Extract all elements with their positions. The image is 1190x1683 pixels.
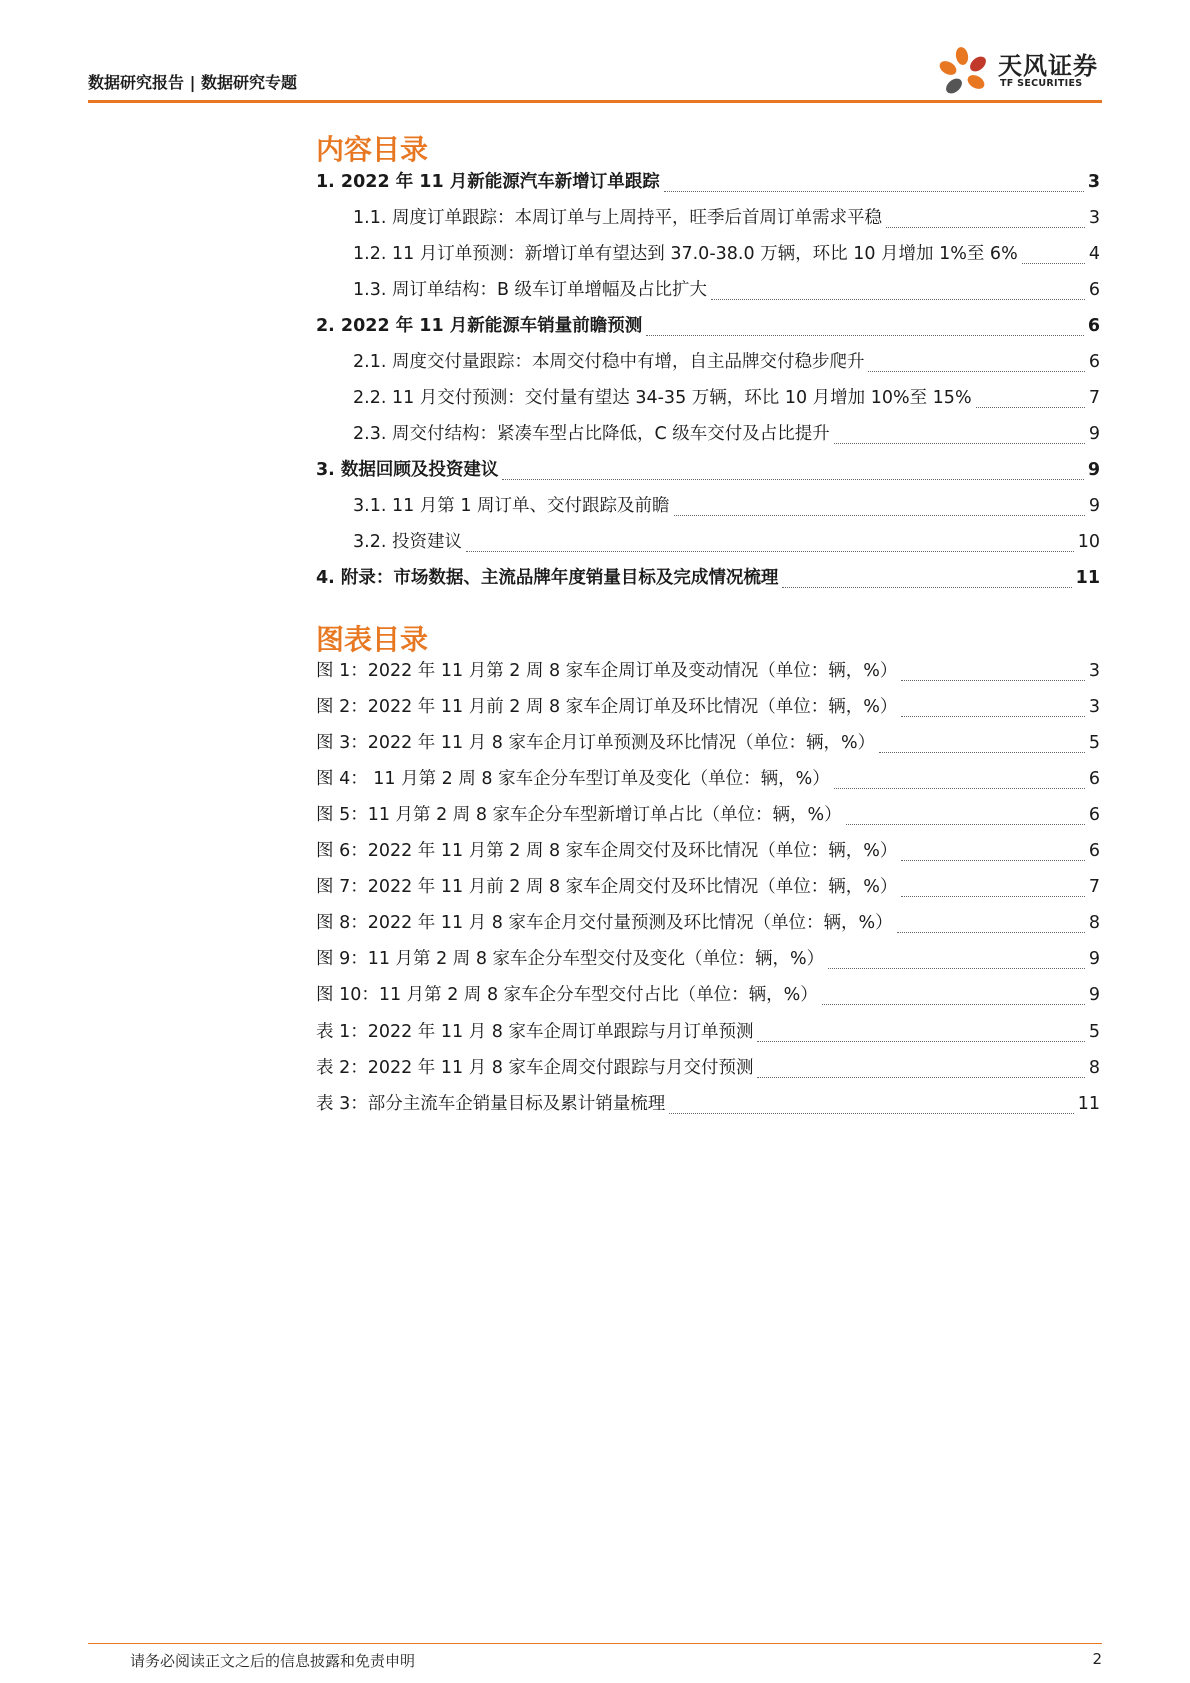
logo-name: 天风证券: [998, 52, 1098, 80]
dot-leader: [976, 407, 1085, 408]
toc-entry-page: 9: [1088, 424, 1100, 444]
toc-entry[interactable]: [316, 420, 1100, 456]
figure-entry-label: 图 7：2022 年 11 月前 2 周 8 家车企周交付及环比情况（单位：辆，%）: [316, 877, 898, 897]
toc-entry-label: 1.1. 周度订单跟踪：本周订单与上周持平，旺季后首周订单需求平稳: [353, 208, 882, 228]
toc-entry-page: 9: [1088, 496, 1100, 516]
figure-entry-label: 图 5：11 月第 2 周 8 家车企分车型新增订单占比（单位：辆，%）: [316, 805, 842, 825]
figure-entry[interactable]: [316, 801, 1100, 837]
figure-entry[interactable]: [316, 873, 1100, 909]
table-entry-label: 表 2：2022 年 11 月 8 家车企周交付跟踪与月交付预测: [316, 1058, 754, 1078]
dot-leader: [822, 1004, 1085, 1005]
toc-entry-page: 9: [1087, 460, 1100, 480]
toc-entry[interactable]: [316, 204, 1100, 240]
toc-title: 内容目录: [316, 133, 429, 166]
figure-entry-page: 6: [1088, 805, 1100, 825]
toc-entry-label: 3.1. 11 月第 1 周订单、交付跟踪及前瞻: [353, 496, 670, 516]
table-list: [316, 1018, 1100, 1126]
toc-entry[interactable]: [316, 456, 1100, 492]
toc-entry[interactable]: [316, 168, 1100, 204]
report-category: 数据研究报告 | 数据研究专题: [88, 73, 297, 92]
table-entry-label: 表 3：部分主流车企销量目标及累计销量梳理: [316, 1094, 666, 1114]
flower-logo-icon: [936, 44, 996, 100]
toc-entry-label: 3. 数据回顾及投资建议: [316, 460, 499, 480]
figure-entry-page: 5: [1088, 733, 1100, 753]
toc-entry-page: 4: [1088, 244, 1100, 264]
figure-entry-label: 图 4： 11 月第 2 周 8 家车企分车型订单及变化（单位：辆，%）: [316, 769, 830, 789]
dot-leader: [868, 371, 1084, 372]
figure-entry[interactable]: [316, 945, 1100, 981]
toc-entry-page: 7: [1088, 388, 1100, 408]
toc-entry-label: 2.1. 周度交付量跟踪：本周交付稳中有增，自主品牌交付稳步爬升: [353, 352, 865, 372]
figure-entry-page: 6: [1088, 841, 1100, 861]
dot-leader: [782, 587, 1071, 588]
toc-entry-page: 10: [1077, 532, 1100, 552]
figure-entry-label: 图 6：2022 年 11 月第 2 周 8 家车企周交付及环比情况（单位：辆，%）: [316, 841, 898, 861]
figure-entry-label: 图 9：11 月第 2 周 8 家车企分车型交付及变化（单位：辆，%）: [316, 949, 825, 969]
figure-entry-label: 图 1：2022 年 11 月第 2 周 8 家车企周订单及变动情况（单位：辆，%）: [316, 661, 898, 681]
dot-leader: [897, 932, 1085, 933]
figure-entry-page: 3: [1088, 697, 1100, 717]
figure-entry[interactable]: [316, 729, 1100, 765]
dot-leader: [757, 1077, 1084, 1078]
toc-entry[interactable]: [316, 312, 1100, 348]
toc-entry-label: 1.3. 周订单结构：B 级车订单增幅及占比扩大: [353, 280, 708, 300]
dot-leader: [466, 551, 1074, 552]
figure-entry[interactable]: [316, 765, 1100, 801]
figure-entry-label: 图 8：2022 年 11 月 8 家车企月交付量预测及环比情况（单位：辆，%）: [316, 913, 893, 933]
figure-entry-page: 6: [1088, 769, 1100, 789]
table-entry[interactable]: [316, 1018, 1100, 1054]
logo-subtitle: TF SECURITIES: [1000, 78, 1083, 89]
table-entry-label: 表 1：2022 年 11 月 8 家车企周订单跟踪与月订单预测: [316, 1022, 754, 1042]
toc-entry-label: 1. 2022 年 11 月新能源汽车新增订单跟踪: [316, 172, 660, 192]
dot-leader: [901, 896, 1085, 897]
dot-leader: [879, 752, 1085, 753]
dot-leader: [711, 299, 1085, 300]
figure-entry[interactable]: [316, 657, 1100, 693]
toc-entry-label: 3.2. 投资建议: [353, 532, 462, 552]
toc-entry-page: 6: [1088, 352, 1100, 372]
table-entry-page: 11: [1077, 1094, 1100, 1114]
figure-entry-label: 图 3：2022 年 11 月 8 家车企月订单预测及环比情况（单位：辆，%）: [316, 733, 876, 753]
toc-entry-label: 2. 2022 年 11 月新能源车销量前瞻预测: [316, 316, 643, 336]
toc-entry-page: 3: [1087, 172, 1100, 192]
toc-list: [316, 168, 1100, 600]
dot-leader: [901, 680, 1085, 681]
toc-entry-page: 6: [1087, 316, 1100, 336]
dot-leader: [646, 335, 1084, 336]
toc-entry-page: 6: [1088, 280, 1100, 300]
dot-leader: [757, 1041, 1084, 1042]
toc-entry[interactable]: [316, 492, 1100, 528]
dot-leader: [901, 716, 1085, 717]
dot-leader: [834, 443, 1085, 444]
figure-entry-label: 图 10：11 月第 2 周 8 家车企分车型交付占比（单位：辆，%）: [316, 985, 818, 1005]
dot-leader: [901, 860, 1085, 861]
figure-entry-page: 3: [1088, 661, 1100, 681]
figure-entry[interactable]: [316, 693, 1100, 729]
toc-entry-label: 1.2. 11 月订单预测：新增订单有望达到 37.0-38.0 万辆，环比 10 月增加 1%至 6%: [353, 244, 1018, 264]
toc-entry[interactable]: [316, 564, 1100, 600]
figure-list-title: 图表目录: [316, 623, 429, 656]
toc-entry-label: 2.2. 11 月交付预测：交付量有望达 34-35 万辆，环比 10 月增加 10%至 15%: [353, 388, 972, 408]
figure-entry[interactable]: [316, 981, 1100, 1017]
toc-entry[interactable]: [316, 528, 1100, 564]
company-logo: [936, 44, 1102, 100]
table-entry-page: 8: [1088, 1058, 1100, 1078]
toc-entry-page: 3: [1088, 208, 1100, 228]
footer-divider: [88, 1643, 1102, 1644]
figure-entry-page: 8: [1088, 913, 1100, 933]
figure-entry[interactable]: [316, 837, 1100, 873]
figure-entry-page: 7: [1088, 877, 1100, 897]
figure-entry[interactable]: [316, 909, 1100, 945]
footer-disclaimer: 请务必阅读正文之后的信息披露和免责申明: [130, 1652, 416, 1670]
toc-entry[interactable]: [316, 240, 1100, 276]
table-entry[interactable]: [316, 1090, 1100, 1126]
dot-leader: [846, 824, 1085, 825]
dot-leader: [674, 515, 1085, 516]
header-divider: [88, 100, 1102, 103]
table-entry-page: 5: [1088, 1022, 1100, 1042]
toc-entry-label: 4. 附录：市场数据、主流品牌年度销量目标及完成情况梳理: [316, 568, 779, 588]
toc-entry[interactable]: [316, 384, 1100, 420]
table-entry[interactable]: [316, 1054, 1100, 1090]
toc-entry[interactable]: [316, 348, 1100, 384]
dot-leader: [664, 191, 1084, 192]
toc-entry-page: 11: [1075, 568, 1100, 588]
dot-leader: [502, 479, 1083, 480]
figure-entry-label: 图 2：2022 年 11 月前 2 周 8 家车企周订单及环比情况（单位：辆，%）: [316, 697, 898, 717]
figure-list: [316, 657, 1100, 1017]
figure-entry-page: 9: [1088, 949, 1100, 969]
figure-entry-page: 9: [1088, 985, 1100, 1005]
dot-leader: [886, 227, 1085, 228]
toc-entry[interactable]: [316, 276, 1100, 312]
page-number: 2: [1092, 1650, 1102, 1668]
toc-entry-label: 2.3. 周交付结构：紧凑车型占比降低，C 级车交付及占比提升: [353, 424, 830, 444]
dot-leader: [1022, 263, 1085, 264]
dot-leader: [669, 1113, 1074, 1114]
dot-leader: [828, 968, 1085, 969]
dot-leader: [834, 788, 1085, 789]
